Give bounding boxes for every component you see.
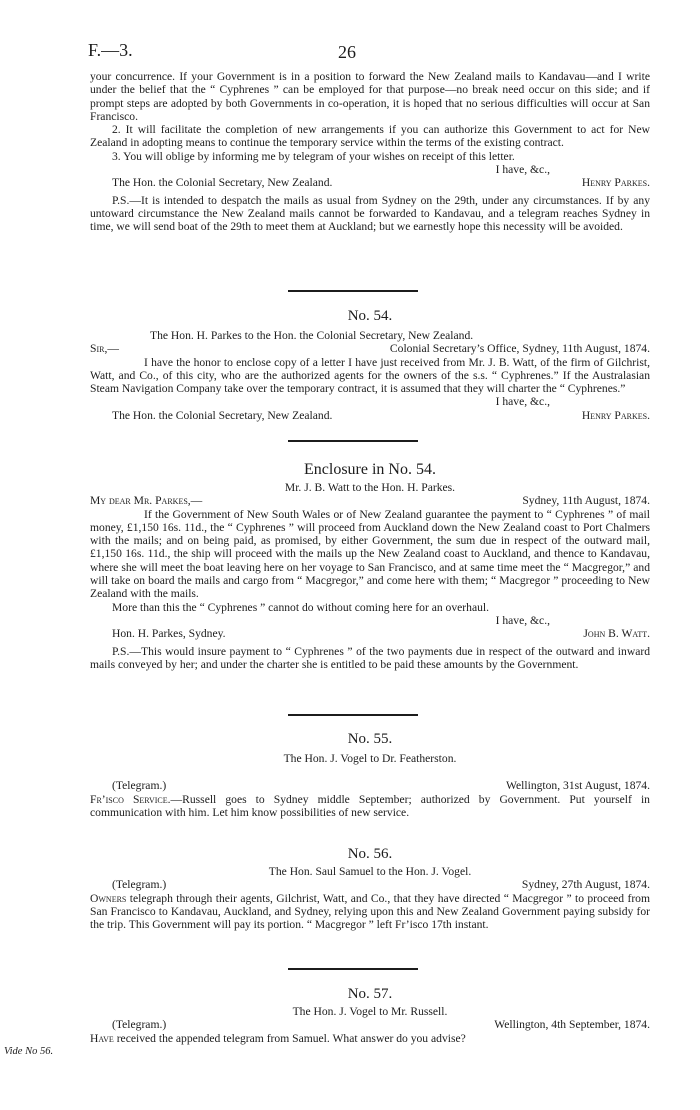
no-54-addressee: The Hon. the Colonial Secretary, New Zealand.: [112, 408, 333, 422]
heading-no-55: No. 55.: [347, 731, 393, 747]
no-55-body: [90, 793, 650, 820]
no-56-body-text: telegraph through their agents, Gilchrist, Watt, and Co., that they have directed “ Macgregor ” to proceed from San Francisco to Kandavau, Auckland, and Sydney, relying upon this and New Zealand Government paying subsidy for the trip. This Government will pay its portion. “ Macgregor ” left Fr’isco 17th instant.: [90, 891, 650, 932]
letter-no-54: [90, 307, 650, 422]
no-57-type-row: [90, 1018, 650, 1031]
intro-signature-row: [90, 176, 650, 189]
enclosure-54-postscript: P.S.—This would insure payment to “ Cyphrenes ” of the two payments due in respect of the outward and inward mails conveyed by her; and under the charter she is entitled to be paid these amounts by the Government.: [90, 644, 650, 671]
no-57-body-text: received the appended telegram from Samuel. What answer do you advise?: [113, 1031, 466, 1045]
enclosure-54-closing: I have, &c.,: [495, 613, 550, 627]
intro-postscript: P.S.—It is intended to despatch the mails as usual from Sydney on the 29th, under any circumstances. If by any untoward circumstance the New Zealand mails cannot be forwarded to Kandavau, and a telegram reaches Sydney in time, we will send boat of the 29th to meet them at Auckland; but we earnestly hope this necessity will be avoided.: [90, 193, 650, 234]
enclosure-54-addressee: Hon. H. Parkes, Sydney.: [112, 627, 226, 641]
telegram-no-57: [90, 985, 650, 1045]
enclosure-54-body-2: More than this the “ Cyphrenes ” cannot do without coming here for an overhaul.: [112, 600, 490, 614]
enclosure-54-place-date: Sydney, 11th August, 1874.: [522, 494, 650, 508]
telegram-no-55: [90, 730, 650, 819]
enclosure-54-signature-row: [90, 627, 650, 640]
no-55-place-date: Wellington, 31st August, 1874.: [506, 779, 650, 793]
no-57-body: [90, 1032, 650, 1045]
intro-paragraph-1: your concurrence. If your Government is in a position to forward the New Zealand mails to Kandavau—and I write under the belief that the “ Cyphrenes ” can be employed for that purpose—no break need occur on this side; and if prompt steps are adopted by both Governments in co-operation, it is hoped that no serious difficulties will occur at San Francisco.: [90, 70, 650, 123]
enclosure-54-salutation: My dear Mr. Parkes,—: [90, 494, 203, 508]
enclosure-no-54: [90, 460, 650, 671]
heading-no-56: No. 56.: [347, 846, 393, 862]
no-55-type: (Telegram.): [112, 779, 167, 793]
no-56-body: [90, 892, 650, 932]
section-divider: [288, 290, 418, 292]
section-divider: [288, 968, 418, 970]
heading-enclosure-54: Enclosure in No. 54.: [304, 461, 436, 478]
enclosure-54-from-to: Mr. J. B. Watt to the Hon. H. Parkes.: [284, 481, 456, 494]
no-57-body-lead: Have: [90, 1031, 114, 1045]
no-57-from-to: The Hon. J. Vogel to Mr. Russell.: [292, 1005, 448, 1018]
intro-closing: I have, &c.,: [495, 163, 550, 177]
no-56-from-to: The Hon. Saul Samuel to the Hon. J. Vogel.: [268, 865, 472, 878]
telegram-no-56: [90, 845, 650, 931]
no-55-body-lead: Fr’isco Service.: [90, 792, 171, 806]
no-57-place-date: Wellington, 4th September, 1874.: [494, 1018, 650, 1032]
no-55-from-to: The Hon. J. Vogel to Dr. Featherston.: [283, 752, 457, 765]
intro-letter: [90, 70, 650, 234]
page-number: 26: [338, 42, 356, 62]
report-reference: F.—3.: [88, 40, 133, 60]
enclosure-54-salutation-row: [90, 494, 650, 507]
no-56-place-date: Sydney, 27th August, 1874.: [521, 878, 650, 892]
no-54-from-to: The Hon. H. Parkes to the Hon. the Colonial Secretary, New Zealand.: [150, 329, 474, 342]
enclosure-54-body: If the Government of New South Wales or of New Zealand guarantee the payment to “ Cyphrenes ” of mail money, £1,150 16s. 11d., the “ Cyphrenes ” will proceed from Auckland down the New Zealand coast to Port Chalmers with the mails; and on being paid, as promised, by either Government, the sum due in respect of the outward mail, £1,150 16s. 11d., the ship will proceed with the mails up the New Zealand coast to Auckland, and thence to Kandavau, where she will meet the boat leaving here on her voyage to San Francisco, and at same time meet the “ Macgregor,” and will take on board the mails and cargo from “ Macgregor,” and come here with them; “ Macgregor ” proceeding to New Zealand with the mails.: [90, 507, 650, 601]
enclosure-54-signature: John B. Watt.: [583, 627, 650, 641]
no-56-type: (Telegram.): [112, 878, 167, 892]
no-56-body-lead: Owners: [90, 891, 127, 905]
no-54-closing: I have, &c.,: [495, 395, 550, 409]
no-54-body: I have the honor to enclose copy of a letter I have just received from Mr. J. B. Watt, of the firm of Gilchrist, Watt, and Co., of this city, who are the authorized agents for the owners of the s.s. “ Cyphrenes.” If the Australasian Steam Navigation Company take over the temporary contract, it is assumed that they will charter the “ Cyphrenes.”: [90, 355, 650, 396]
no-54-salutation-row: [90, 342, 650, 355]
heading-no-57: No. 57.: [347, 986, 393, 1002]
intro-paragraph-2: 2. It will facilitate the completion of new arrangements if you can authorize this Government to act for New Zealand in adopting means to continue the temporary service within the terms of the existing contract.: [90, 123, 650, 150]
no-55-type-row: [90, 779, 650, 792]
heading-no-54: No. 54.: [347, 308, 393, 324]
intro-paragraph-3: 3. You will oblige by informing me by telegram of your wishes on receipt of this letter.: [112, 149, 515, 163]
no-54-salutation: Sir,—: [90, 342, 119, 356]
no-56-type-row: [90, 878, 650, 891]
no-57-type: (Telegram.): [112, 1018, 167, 1032]
no-55-body-text: —Russell goes to Sydney middle September; authorized by Government. Put yourself in communication with him. Let him know possibilities of new service.: [90, 792, 650, 819]
margin-note-vide: Vide No 56.: [4, 1046, 54, 1057]
no-54-signature-row: [90, 409, 650, 422]
section-divider: [288, 714, 418, 716]
intro-addressee: The Hon. the Colonial Secretary, New Zealand.: [112, 176, 333, 190]
no-54-place-date: Colonial Secretary’s Office, Sydney, 11th August, 1874.: [389, 342, 650, 356]
intro-signature: Henry Parkes.: [581, 176, 650, 190]
no-54-signature: Henry Parkes.: [581, 408, 650, 422]
section-divider: [288, 440, 418, 442]
